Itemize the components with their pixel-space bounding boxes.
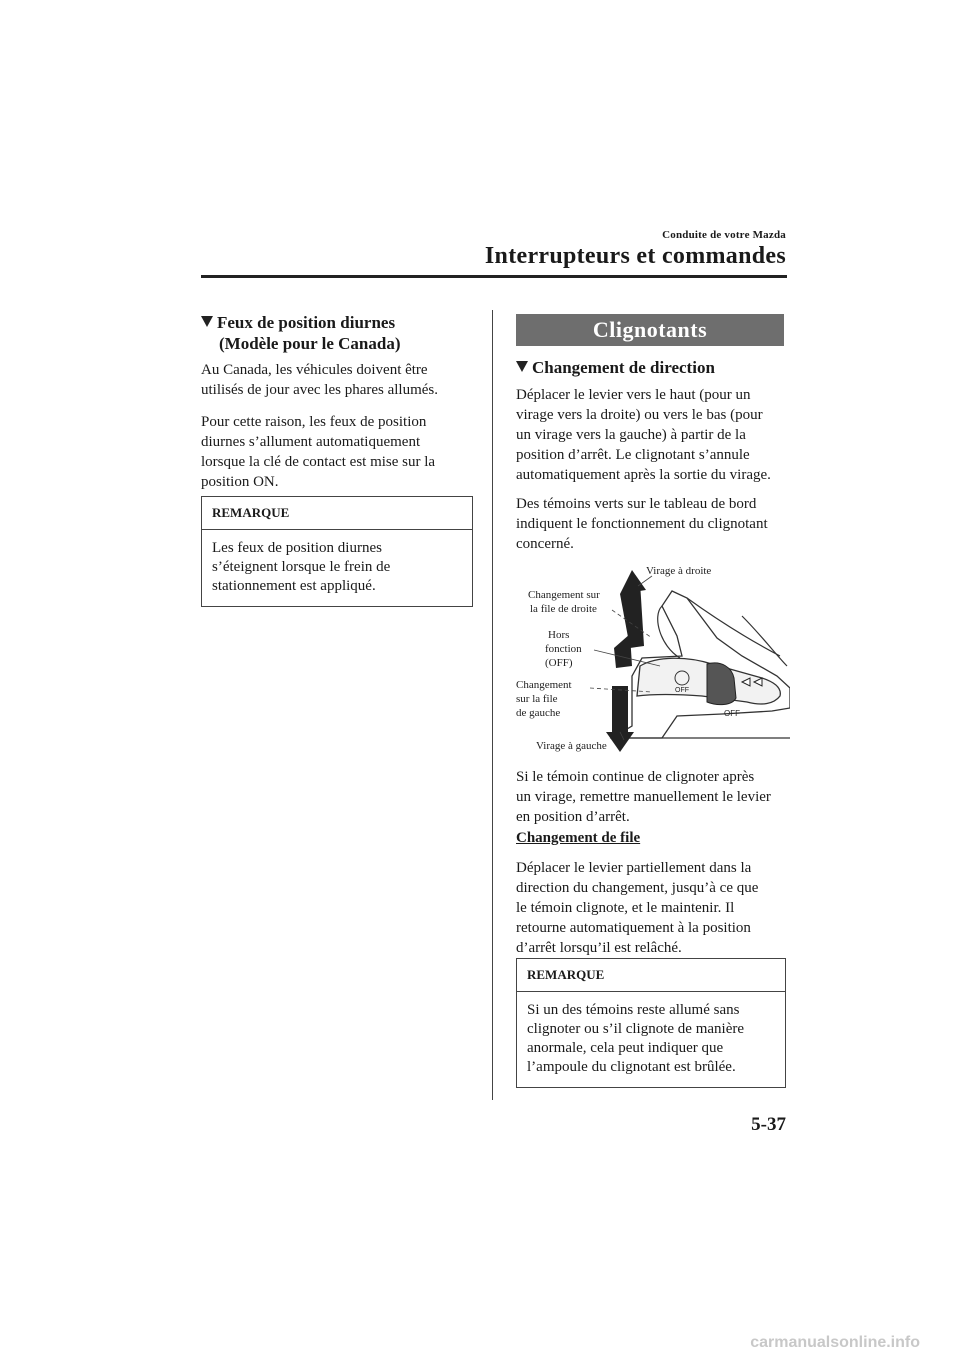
label-changement-gauche: Changement sur la file de gauche bbox=[516, 679, 572, 719]
heading-feux-diurnes-line2: (Modèle pour le Canada) bbox=[219, 334, 401, 353]
paragraph-changement-file: Déplacer le levier partiellement dans la direction du changement, jusqu’à ce que le témoin clignote, et le maintenir. Il retourne automatiquement à la position d’arrêt lorsqu’il est relâché. bbox=[516, 860, 759, 956]
watermark-footer: carmanualsonline.info bbox=[750, 1334, 920, 1351]
triangle-bullet-icon bbox=[201, 316, 213, 327]
paragraph-temoin-continue: Si le témoin continue de clignoter après un virage, remettre manuellement le levier en position d’arrêt. bbox=[516, 769, 771, 825]
label-hors-fonction: Hors fonction (OFF) bbox=[545, 629, 582, 669]
arrow-up-head bbox=[620, 570, 646, 594]
heading-feux-diurnes: Feux de position diurnes bbox=[201, 312, 395, 333]
paragraph-temoins-verts: Des témoins verts sur le tableau de bord indiquent le fonctionnement du clignotant concerné. bbox=[516, 496, 768, 552]
label-changement-droite: Changement sur la file de droite bbox=[528, 589, 600, 615]
arrow-lane-right bbox=[614, 634, 632, 668]
wheel-rim bbox=[742, 616, 787, 666]
paragraph-deplacer-levier: Déplacer le levier vers le haut (pour un virage vers la droite) ou vers le bas (pour un virage vers la gauche) à partir de la position d’arrêt. Le clignotant s’annule automatiquement après la sortie du virage. bbox=[516, 387, 771, 483]
off-label-b: OFF bbox=[724, 709, 740, 718]
section-title: Interrupteurs et commandes bbox=[484, 243, 786, 269]
arrow-down-head bbox=[606, 732, 634, 752]
section-banner: Clignotants bbox=[516, 314, 784, 346]
label-virage-droite: Virage à droite bbox=[646, 565, 712, 577]
paragraph-pour-cette-raison: Pour cette raison, les feux de position diurnes s’allument automatiquement lorsque la clé de contact est mise sur la position ON. bbox=[201, 414, 436, 490]
note-body: Si un des témoins reste allumé sans clignoter ou s’il clignote de manière anormale, cela peut indiquer que l’ampoule du clignotant est brûlée. bbox=[527, 1002, 745, 1075]
label-virage-gauche: Virage à gauche bbox=[536, 740, 607, 752]
note-box-left bbox=[201, 496, 473, 607]
paragraph-canada: Au Canada, les véhicules doivent être utilisés de jour avec les phares allumés. bbox=[201, 362, 439, 398]
note-title: REMARQUE bbox=[517, 959, 785, 992]
arrow-down-left-turn bbox=[612, 686, 628, 734]
column-divider bbox=[492, 310, 493, 1100]
header-rule bbox=[201, 275, 787, 278]
chapter-subtitle: Conduite de votre Mazda bbox=[662, 229, 786, 241]
subheading-changement-file: Changement de file bbox=[516, 830, 641, 846]
note-box-right bbox=[516, 958, 786, 1088]
off-label-a: OFF bbox=[675, 687, 689, 694]
heading-changement-direction: Changement de direction bbox=[516, 357, 715, 378]
page-number: 5-37 bbox=[751, 1114, 786, 1135]
note-title: REMARQUE bbox=[202, 497, 472, 530]
note-body: Les feux de position diurnes s’éteignent lorsque le frein de stationnement est appliqué. bbox=[212, 540, 391, 594]
triangle-bullet-icon bbox=[516, 361, 528, 372]
